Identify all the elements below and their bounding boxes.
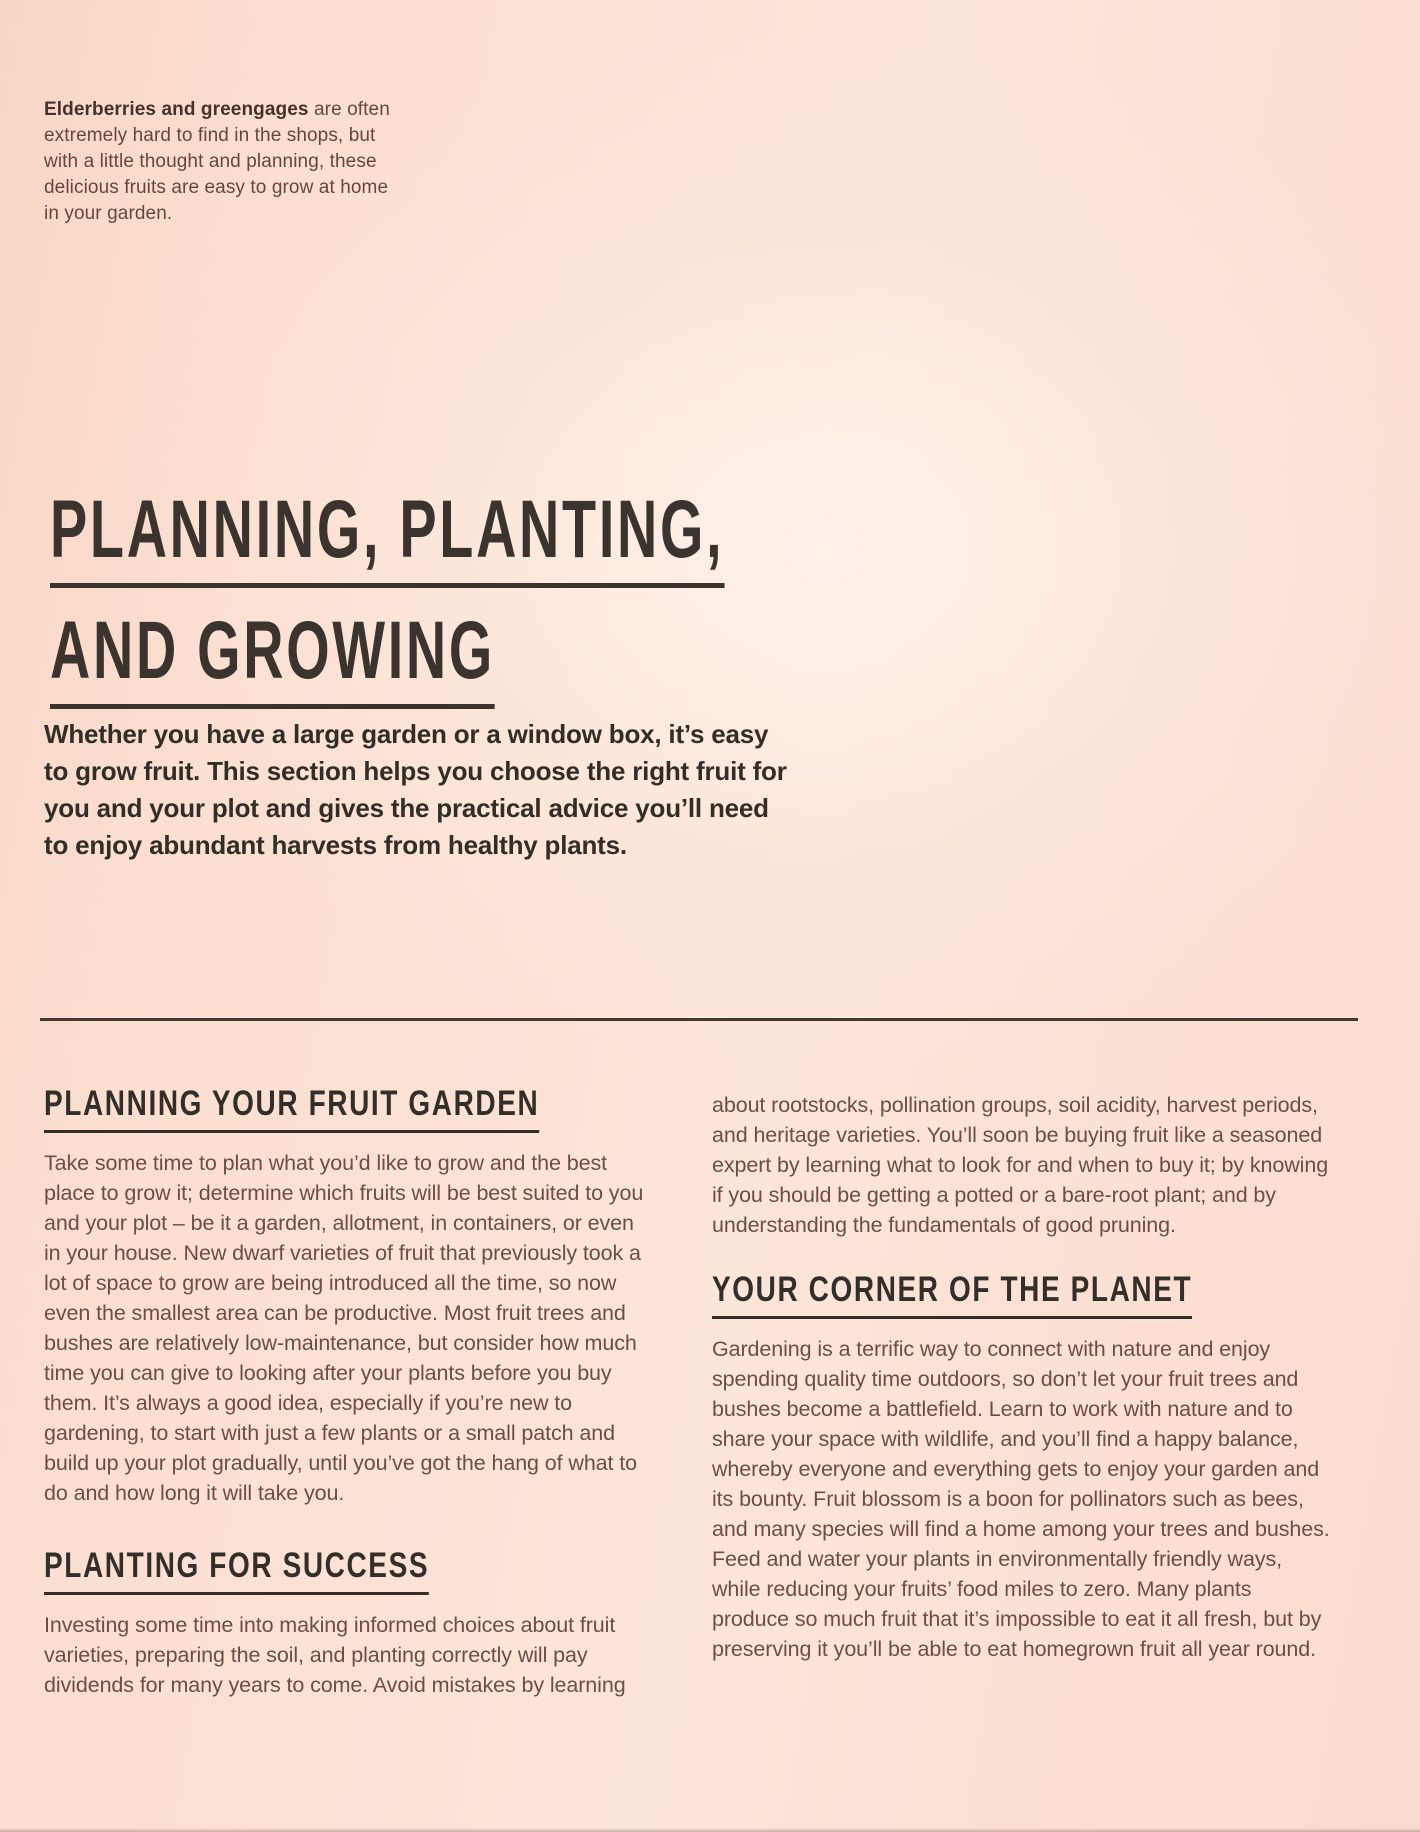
page-title-line-2: AND GROWING <box>50 610 495 709</box>
section-intro: Whether you have a large garden or a window box, it’s easy to grow fruit. This section helps you choose the right fruit for you and your plot and gives the practical advice you’ll need to enjoy abundant harvests from healthy plants. <box>44 719 787 860</box>
left-column <box>44 1086 650 1700</box>
section-heading-text: YOUR CORNER OF THE PLANET <box>712 1272 1192 1319</box>
section-body: Take some time to plan what you’d like to grow and the best place to grow it; determine which fruits will be best suited to you and your plot – be it a garden, allotment, in containers, or even in your house. New dwarf varieties of fruit that previously took a lot of space to grow are being introduced all the time, so now even the smallest area can be productive. Most fruit trees and bushes are relatively low-maintenance, but consider how much time you can give to looking after your plants before you buy them. It’s always a good idea, especially if you’re new to gardening, to start with just a few plants or a small patch and build up your plot gradually, until you’ve got the hang of what to do and how long it will take you. <box>44 1150 644 1505</box>
page-title-line-1: PLANNING, PLANTING, <box>50 489 724 588</box>
caption-lead: Elderberries and greengages <box>44 99 309 120</box>
section-heading <box>44 1086 650 1133</box>
section-heading <box>712 1272 1332 1319</box>
section-planning-your-fruit-garden <box>44 1086 650 1508</box>
section-heading-text: PLANTING FOR SUCCESS <box>44 1548 429 1595</box>
section-heading <box>44 1545 650 1595</box>
section-your-corner-of-the-planet <box>712 1272 1332 1664</box>
section-heading-text: PLANNING YOUR FRUIT GARDEN <box>44 1086 539 1133</box>
photo-caption <box>44 97 392 227</box>
continuation-paragraph: about rootstocks, pollination groups, soil acidity, harvest periods, and heritage varieties. You’ll soon be buying fruit like a seasoned expert by learning what to look for and when to buy it; by knowing if you should be getting a potted or a bare-root plant; and by understanding the fundamentals of good pruning. <box>712 1093 1329 1237</box>
caption-body: are often extremely hard to find in the shops, but with a little thought and planning, these delicious fruits are easy to grow at home in your garden. <box>44 99 390 224</box>
section-body: Gardening is a terrific way to connect with nature and enjoy spending quality time outdoors, so don’t let your fruit trees and bushes become a battlefield. Learn to work with nature and to share your space with wildlife, and you’ll find a happy balance, whereby everyone and everything gets to enjoy your garden and its bounty. Fruit blossom is a boon for pollinators such as bees, and many species will find a home among your trees and bushes. Feed and water your plants in environmentally friendly ways, while reducing your fruits’ food miles to zero. Many plants produce so much fruit that it’s impossible to eat it all fresh, but by preserving it you’ll be able to eat homegrown fruit all year round. <box>712 1336 1330 1661</box>
section-body: Investing some time into making informed choices about fruit varieties, preparing the soil, and planting correctly will pay dividends for many years to come. Avoid mistakes by learning <box>44 1612 626 1697</box>
section-planting-for-success <box>44 1545 650 1700</box>
horizontal-divider <box>40 1018 1358 1021</box>
page-title <box>50 484 1042 709</box>
page-edge-shadow <box>0 1828 1420 1832</box>
right-column <box>712 1086 1332 1664</box>
